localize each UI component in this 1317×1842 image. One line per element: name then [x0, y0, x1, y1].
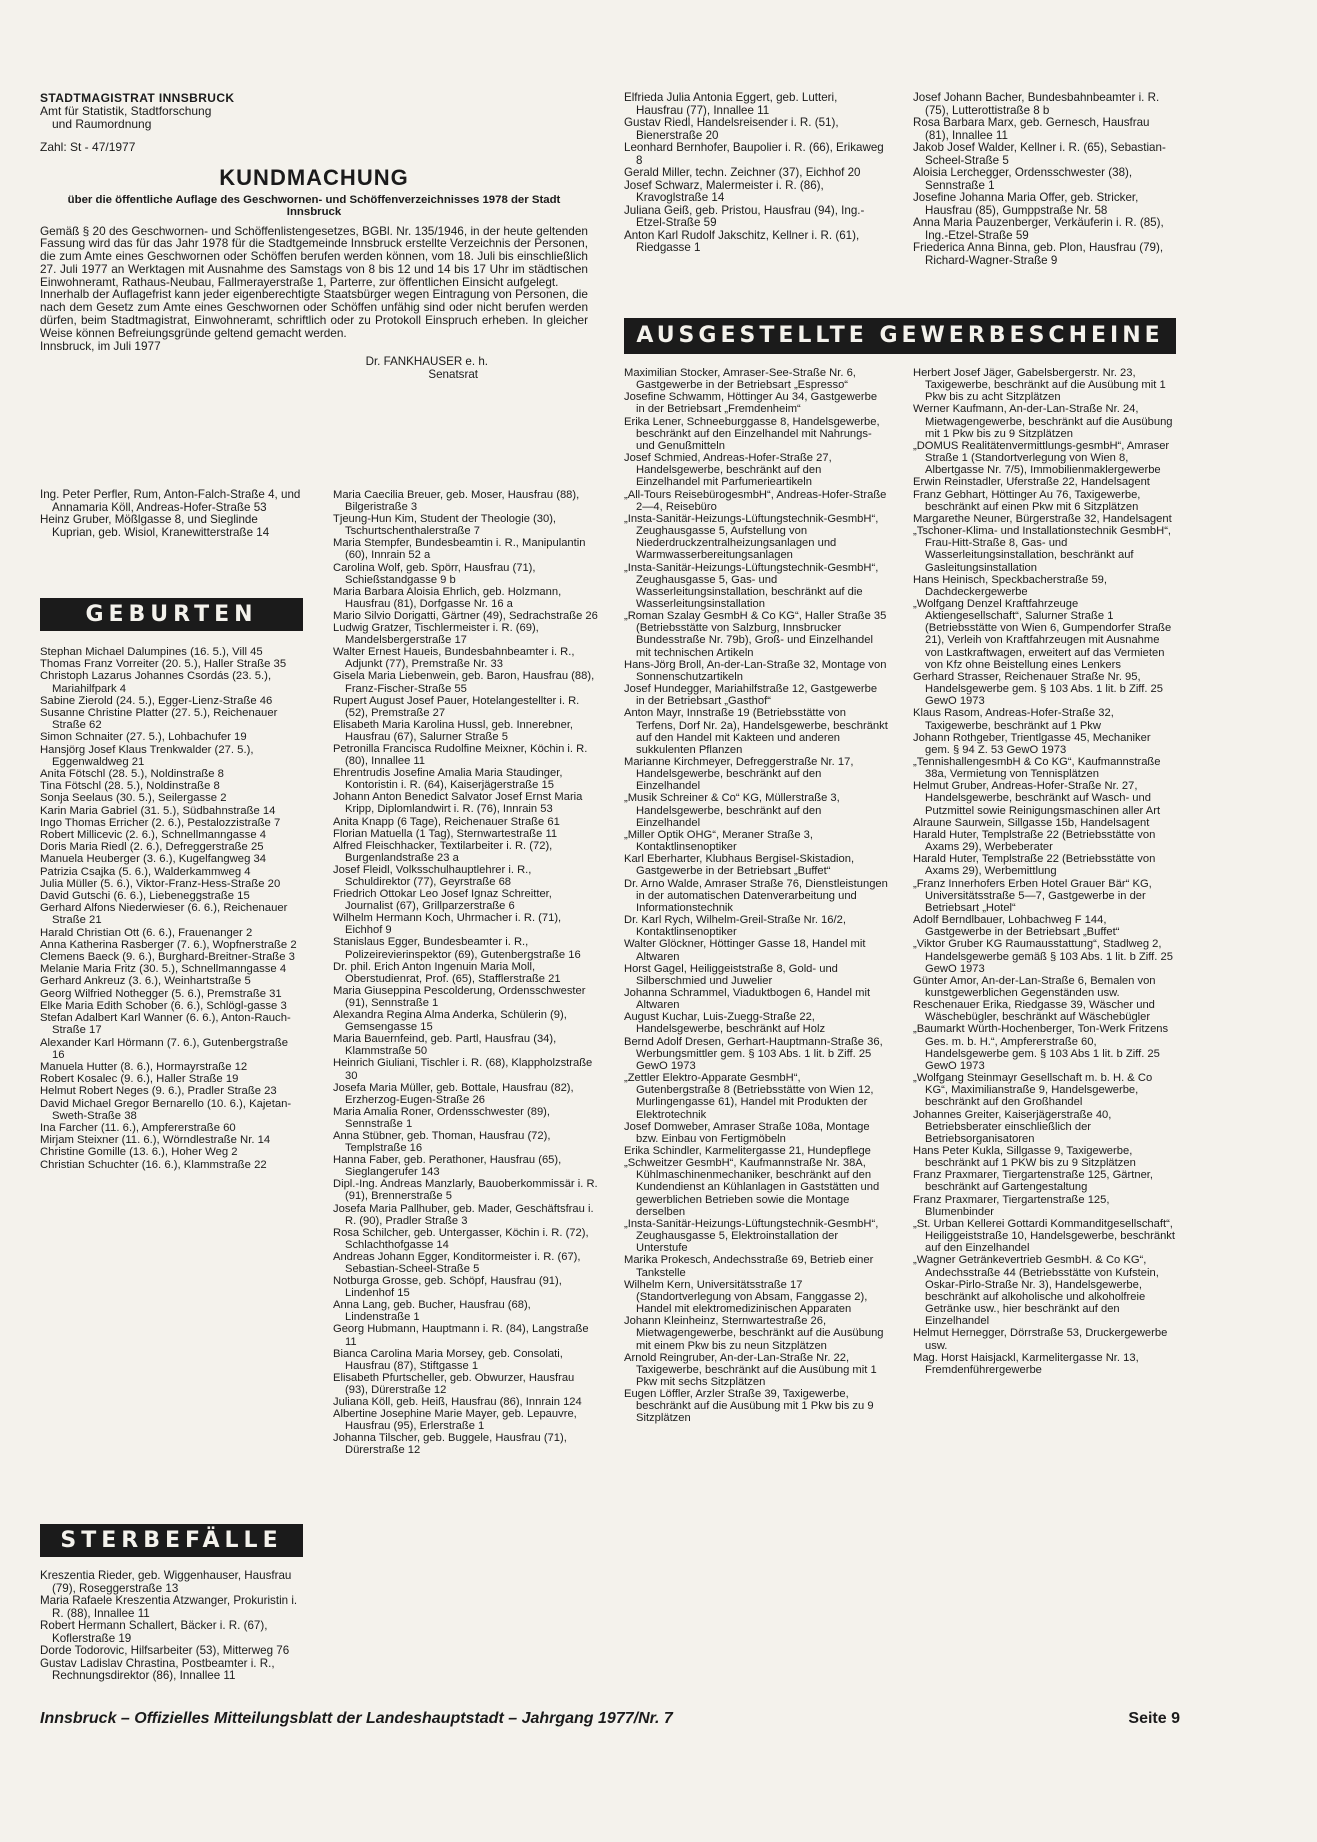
marriage-entry: Ing. Peter Perfler, Rum, Anton-Falch-Straße 4, und Annamaria Köll, Andreas-Hofer-Straße 53	[40, 488, 301, 514]
marriages-list	[40, 489, 303, 539]
geburten-banner	[40, 598, 303, 631]
death-entry: Elfrieda Julia Antonia Eggert, geb. Lutteri, Hausfrau (77), Innallee 11	[624, 91, 838, 117]
trade-licence-entry: „Tschoner-Klima- und Installationstechnik GesmbH“, Frau-Hitt-Straße 8, Gas- und Wasserleitungsinstallation, beschränkt auf Gasleitungsinstallation	[913, 525, 1172, 574]
trade-licence-entry: Bernd Adolf Dresen, Gerhart-Hauptmann-Straße 36, Werbungsmittler gem. § 103 Abs. 1 lit. b Ziff. 25 GewO 1973	[624, 1035, 883, 1072]
sterbefaelle-banner	[40, 1524, 303, 1557]
death-entry: Florian Matuella (1 Tag), Sternwartestraße 11	[333, 827, 558, 840]
death-entry: Anita Knapp (6 Tage), Reichenauer Straße 61	[333, 815, 560, 828]
trade-licence-entry: Karl Eberharter, Klubhaus Bergisel-Skistadion, Gastgewerbe in der Betriebsart „Buffet“	[624, 853, 855, 878]
death-entry: Johanna Tilscher, geb. Buggele, Hausfrau (71), Dürerstraße 12	[333, 1432, 567, 1457]
trade-licence-entry: „Wolfgang Steinmayr Gesellschaft m. b. H. & Co KG“, Maximilianstraße 9, Handelsgewerbe, beschränkt auf den Großhandel	[913, 1072, 1153, 1109]
sterbefaelle-list-continued-4	[913, 92, 1176, 267]
birth-entry: Manuela Hutter (8. 6.), Hormayrstraße 12	[40, 1060, 248, 1073]
notice-block	[40, 92, 588, 381]
trade-licence-entry: Klaus Rasom, Andreas-Hofer-Straße 32, Taxigewerbe, beschränkt auf 1 Pkw	[913, 707, 1114, 732]
trade-licence-entry: Johannes Greiter, Kaiserjägerstraße 40, Betriebsberater einschließlich der Betriebsorganisatoren	[913, 1108, 1112, 1145]
trade-licence-entry: Adolf Berndlbauer, Lohbachweg F 144, Gastgewerbe in der Betriebsart „Buffet“	[913, 914, 1120, 939]
page-footer	[40, 1709, 1180, 1729]
death-entry: Anna Stübner, geb. Thoman, Hausfrau (72), Templstraße 16	[333, 1129, 551, 1155]
death-entry: Dr. phil. Erich Anton Ingenuin Maria Moll, Oberstudienrat, Prof. (65), Stafflerstraße 21	[333, 960, 561, 985]
death-entry: Juliana Köll, geb. Heiß, Hausfrau (86), Innrain 124	[333, 1396, 582, 1409]
death-entry: Josef Fleidl, Volksschulhauptlehrer i. R., Schuldirektor (77), Geyrstraße 68	[333, 863, 532, 888]
death-entry: Wilhelm Hermann Koch, Uhrmacher i. R. (71), Eichhof 9	[333, 912, 562, 937]
trade-licence-entry: „Wolfgang Denzel Kraftfahrzeuge Aktiengesellschaft“, Salurner Straße 1 (Betriebsstätte von Wien 6, Gumpendorfer Straße 21), Verleih von Kraftfahrzeugen mit Ausnahme von Lastkraftwagen, erweitert auf das Vermieten von Kfz ohne Beistellung eines Lenkers	[913, 597, 1172, 671]
birth-entry: Patrizia Csajka (5. 6.), Walderkammweg 4	[40, 865, 251, 878]
death-entry: Johann Anton Benedict Salvator Josef Ernst Maria Kripp, Diplomlandwirt i. R. (76), Innrain 53	[333, 791, 583, 816]
trade-licence-entry: Marika Prokesch, Andechsstraße 69, Betrieb einer Tankstelle	[624, 1254, 874, 1279]
birth-entry: Simon Schnaiter (27. 5.), Lohbachufer 19	[40, 731, 247, 744]
birth-entry: Sabine Zierold (24. 5.), Egger-Lienz-Straße 46	[40, 694, 273, 707]
birth-entry: Christian Schuchter (16. 6.), Klammstraße 22	[40, 1158, 267, 1171]
death-entry: Bianca Carolina Maria Morsey, geb. Consolati, Hausfrau (87), Stiftgasse 1	[333, 1347, 563, 1372]
gewerbe-right-list	[913, 367, 1176, 1376]
death-entry: Petronilla Francisca Rudolfine Meixner, Köchin i. R. (80), Innallee 11	[333, 742, 588, 768]
column-2	[333, 489, 598, 1457]
death-entry: Maria Amalia Roner, Ordensschwester (89), Sennstraße 1	[333, 1105, 550, 1130]
trade-licence-entry: Dr. Arno Walde, Amraser Straße 76, Dienstleistungen in der automatischen Datenverarbeitung und Informationstechnik	[624, 877, 888, 914]
death-entry: Anna Maria Pauzenberger, Verkäuferin i. R. (85), Ing.-Etzel-Straße 59	[913, 216, 1164, 242]
gewerbe-left-list	[624, 367, 888, 1425]
trade-licence-entry: Josef Hundegger, Mariahilfstraße 12, Gastgewerbe in der Betriebsart „Gasthof“	[624, 683, 878, 708]
column-3-top	[624, 92, 887, 255]
death-entry: Maria Stempfer, Bundesbeamtin i. R., Manipulantin (60), Innrain 52 a	[333, 537, 586, 562]
death-entry: Mario Silvio Dorigatti, Gärtner (49), Sedrachstraße 26	[333, 609, 598, 622]
birth-entry: Elke Maria Edith Schober (6. 6.), Schlögl-gasse 3	[40, 999, 287, 1012]
trade-licence-entry: Josef Schmied, Andreas-Hofer-Straße 27, Handelsgewerbe, beschränkt auf den Einzelhandel mit Parfumerieartikeln	[624, 452, 832, 489]
column-1	[40, 489, 303, 539]
trade-licence-entry: „Viktor Gruber KG Raumausstattung“, Stadlweg 2, Handelsgewerbe gemäß § 103 Abs. 1 lit. b Ziff. 25 GewO 1973	[913, 938, 1173, 975]
death-entry: Friederica Anna Binna, geb. Plon, Hausfrau (79), Richard-Wagner-Straße 9	[913, 241, 1164, 267]
death-entry: Tjeung-Hun Kim, Student der Theologie (30), Tschurtschenthalerstraße 7	[333, 513, 557, 538]
trade-licence-entry: Wilhelm Kern, Universitätsstraße 17 (Standortverlegung von Absam, Fanggasse 2), Handel mit elektromedizinischen Apparaten	[624, 1278, 868, 1316]
trade-licence-entry: Hans Peter Kukla, Sillgasse 9, Taxigewerbe, beschränkt auf 1 PKW bis zu 9 Sitzplätzen	[913, 1145, 1136, 1170]
gewerbe-left-column	[624, 367, 888, 1425]
trade-licence-entry: Werner Kaufmann, An-der-Lan-Straße Nr. 24, Mietwagengewerbe, beschränkt auf die Ausübung mit 1 Pkw bis zu 9 Sitzplätzen	[913, 403, 1173, 440]
trade-licence-entry: Anton Mayr, Innstraße 19 (Betriebsstätte von Terfens, Dorf Nr. 2a), Handelsgewerbe, beschränkt auf den Handel mit Kakteen und anderen sukkulenten Pflanzen	[624, 707, 888, 756]
trade-licence-entry: „Franz Innerhofers Erben Hotel Grauer Bär“ KG, Universitätsstraße 5—7, Gastgewerbe in der Betriebsart „Hotel“	[913, 877, 1152, 914]
trade-licence-entry: Gerhard Strasser, Reichenauer Straße Nr. 95, Handelsgewerbe gem. § 103 Abs. 1 lit. b Ziff. 25 GewO 1973	[913, 670, 1163, 708]
death-entry: Carolina Wolf, geb. Spörr, Hausfrau (71), Schießstandgasse 9 b	[333, 561, 536, 586]
birth-entry: Mirjam Steixner (11. 6.), Wörndlestraße Nr. 14	[40, 1134, 271, 1147]
birth-entry: Tina Fötschl (28. 5.), Noldinstraße 8	[40, 780, 220, 793]
death-entry: Gisela Maria Liebenwein, geb. Baron, Hausfrau (88), Franz-Fischer-Straße 55	[333, 670, 595, 695]
trade-licence-entry: Walter Glöckner, Höttinger Gasse 18, Handel mit Altwaren	[624, 938, 866, 963]
death-entry: Leonhard Bernhofer, Baupolier i. R. (66), Erikaweg 8	[624, 141, 884, 167]
office-department: Amt für Statistik, Stadtforschung	[40, 104, 212, 118]
sterbefaelle-list-continued	[333, 489, 598, 1457]
birth-entry: Stefan Adalbert Karl Wanner (6. 6.), Anton-Rauch-Straße 17	[40, 1012, 291, 1037]
death-entry: Heinrich Giuliani, Tischler i. R. (68), Klappholzstraße 30	[333, 1057, 593, 1082]
trade-licence-entry: Erika Lener, Schneeburggasse 8, Handelsgewerbe, beschränkt auf den Einzelhandel mit Nahrungs- und Genußmitteln	[624, 415, 880, 452]
trade-licence-entry: Horst Gagel, Heiliggeiststraße 8, Gold- und Silberschmied und Juwelier	[624, 962, 838, 987]
birth-entry: Christoph Lazarus Johannes Csordás (23. 5.), Mariahilfpark 4	[40, 670, 272, 695]
birth-entry: Harald Christian Ott (6. 6.), Frauenanger 2	[40, 926, 253, 939]
notice-body	[40, 225, 588, 353]
death-entry: Ludwig Gratzer, Tischlermeister i. R. (69), Mandelsbergerstraße 17	[333, 622, 539, 647]
death-entry: Ehrentrudis Josefine Amalia Maria Staudinger, Kontoristin i. R. (64), Kaiserjägerstraße 15	[333, 767, 563, 792]
column-4-top	[913, 92, 1176, 267]
death-entry: Georg Hubmann, Hauptmann i. R. (84), Langstraße 11	[333, 1323, 589, 1348]
birth-entry: Doris Maria Riedl (2. 6.), Defreggerstraße 25	[40, 841, 264, 854]
office-department-2: und Raumordnung	[52, 117, 152, 131]
death-entry: Notburga Grosse, geb. Schöpf, Hausfrau (91), Lindenhof 15	[333, 1275, 562, 1300]
death-entry: Josefa Maria Müller, geb. Bottale, Hausfrau (82), Erzherzog-Eugen-Straße 26	[333, 1081, 574, 1106]
death-entry: Maria Caecilia Breuer, geb. Moser, Hausfrau (88), Bilgeristraße 3	[333, 489, 580, 514]
signature-title: Senatsrat	[428, 367, 478, 381]
geburten-list	[40, 646, 303, 1171]
trade-licence-entry: „Musik Schreiner & Co“ KG, Müllerstraße 3, Handelsgewerbe, beschränkt auf den Einzelhandel	[624, 792, 840, 829]
trade-licence-entry: „St. Urban Kellerei Gottardi Kommanditgesellschaft“, Heiliggeiststraße 10, Handelsgewerbe, beschränkt auf den Einzelhandel	[913, 1217, 1175, 1255]
reference-number: Zahl: St - 47/1977	[40, 140, 136, 154]
birth-entry: Robert Millicevic (2. 6.), Schnellmanngasse 4	[40, 829, 267, 842]
trade-licence-entry: „Insta-Sanitär-Heizungs-Lüftungstechnik-GesmbH“, Zeughausgasse 5, Aufstellung von Niederdruckzentralheizungsanlagen und Warmwasserbereitungsanlagen	[624, 512, 879, 562]
birth-entry: Thomas Franz Vorreiter (20. 5.), Haller Straße 35	[40, 658, 287, 671]
birth-entry: Gerhard Ankreuz (3. 6.), Weinhartstraße 5	[40, 975, 251, 988]
trade-licence-entry: Franz Gebhart, Höttinger Au 76, Taxigewerbe, beschränkt auf einen Pkw mit 6 Sitzplätzen	[913, 488, 1141, 513]
birth-entry: Alexander Karl Hörmann (7. 6.), Gutenbergstraße 16	[40, 1036, 289, 1061]
death-entry: Hanna Faber, geb. Perathoner, Hausfrau (65), Sieglangerufer 143	[333, 1154, 562, 1179]
trade-licence-entry: Hans Heinisch, Speckbacherstraße 59, Dachdeckergewerbe	[913, 573, 1108, 598]
geburten-section	[40, 646, 303, 1171]
gewerbe-title: AUSGESTELLTE GEWERBESCHEINE	[636, 323, 1164, 348]
signature-name: Dr. FANKHAUSER e. h.	[365, 355, 488, 369]
birth-entry: Anna Katherina Rasberger (7. 6.), Wopfnerstraße 2	[40, 938, 297, 951]
trade-licence-entry: Margarethe Neuner, Bürgerstraße 32, Handelsagent	[913, 512, 1172, 525]
death-entry: Walter Ernest Haueis, Bundesbahnbeamter i. R., Adjunkt (77), Premstraße Nr. 33	[333, 646, 575, 671]
trade-licence-entry: Harald Huter, Templstraße 22 (Betriebsstätte von Axams 29), Werbemittlung	[913, 853, 1156, 878]
notice-place-date: Innsbruck, im Juli 1977	[40, 338, 161, 353]
trade-licence-entry: Franz Praxmarer, Tiergartenstraße 125, Gärtner, beschränkt auf Gartengestaltung	[913, 1169, 1154, 1194]
death-entry: Alfred Fleischhacker, Textilarbeiter i. R. (72), Burgenlandstraße 23 a	[333, 839, 553, 864]
death-entry: Juliana Geiß, geb. Pristou, Hausfrau (94), Ing.-Etzel-Straße 59	[624, 203, 865, 229]
gewerbe-banner	[624, 318, 1176, 354]
trade-licence-entry: „Roman Szalay GesmbH & Co KG“, Haller Straße 35 (Betriebsstätte von Salzburg, Innsbrucker Bundesstraße Nr. 79b), Groß- und Einzelhandel mit technischen Artikeln	[624, 610, 887, 659]
birth-entry: Anita Fötschl (28. 5.), Noldinstraße 8	[40, 768, 224, 781]
trade-licence-entry: Alraune Saurwein, Sillgasse 15b, Handelsagent	[913, 816, 1150, 829]
birth-entry: Manuela Heuberger (3. 6.), Kugelfangweg 34	[40, 853, 267, 866]
trade-licence-entry: Hans-Jörg Broll, An-der-Lan-Straße 32, Montage von Sonnenschutzartikeln	[624, 658, 887, 683]
trade-licence-entry: „All-Tours ReisebürogesmbH“, Andreas-Hofer-Straße 2—4, Reisebüro	[624, 488, 887, 513]
birth-entry: Helmut Robert Neges (9. 6.), Pradler Straße 23	[40, 1085, 277, 1098]
geburten-title: GEBURTEN	[85, 602, 258, 627]
trade-licence-entry: Harald Huter, Templstraße 22 (Betriebsstätte von Axams 29), Werbeberater	[913, 828, 1156, 854]
gewerbe-right-column	[913, 367, 1176, 1376]
trade-licence-entry: Helmut Hernegger, Dörrstraße 53, Druckergewerbe usw.	[913, 1327, 1168, 1352]
death-entry: Albertine Josephine Marie Mayer, geb. Lepauvre, Hausfrau (95), Erlerstraße 1	[333, 1408, 577, 1433]
death-entry: Anton Karl Rudolf Jakschitz, Kellner i. R. (61), Riedgasse 1	[624, 228, 860, 254]
death-entry: Rosa Schilcher, geb. Untergasser, Köchin i. R. (72), Schlachthofgasse 14	[333, 1226, 589, 1251]
death-entry: Jakob Josef Walder, Kellner i. R. (65), Sebastian-Scheel-Straße 5	[913, 141, 1166, 167]
death-entry: Gerald Miller, techn. Zeichner (37), Eichhof 20	[624, 166, 861, 179]
trade-licence-entry: „Insta-Sanitär-Heizungs-Lüftungstechnik-GesmbH“, Zeughausgasse 5, Elektroinstallation der Unterstufe	[624, 1217, 879, 1255]
birth-entry: Julia Müller (5. 6.), Viktor-Franz-Hess-Straße 20	[40, 877, 281, 890]
sterbefaelle-list-continued-3	[624, 92, 887, 255]
trade-licence-entry: Franz Praxmarer, Tiergartenstraße 125, Blumenbinder	[913, 1193, 1110, 1218]
trade-licence-entry: „TennishallengesmbH & Co KG“, Kaufmannstraße 38a, Vermietung von Tennisplätzen	[913, 756, 1161, 781]
trade-licence-entry: Günter Amor, An-der-Lan-Straße 6, Bemalen von kunstgewerblichen Gegenständen usw.	[913, 974, 1156, 999]
trade-licence-entry: August Kuchar, Luis-Zuegg-Straße 22, Handelsgewerbe, beschränkt auf Holz	[624, 1011, 826, 1036]
trade-licence-entry: „Baumarkt Würth-Hochenberger, Ton-Werk Fritzens Ges. m. b. H.“, Ampfererstraße 60, Handelsgewerbe gem. § 103 Abs 1 lit. b Ziff. 25 GewO 1973	[913, 1023, 1169, 1072]
birth-entry: Clemens Baeck (9. 6.), Burghard-Breitner-Straße 3	[40, 951, 295, 964]
footer-publication: Innsbruck – Offizielles Mitteilungsblatt der Landeshauptstadt – Jahrgang 1977/Nr. 7	[40, 1710, 673, 1727]
trade-licence-entry: Josefine Schwamm, Höttinger Au 34, Gastgewerbe in der Betriebsart „Fremdenheim“	[624, 391, 878, 416]
birth-entry: Christine Gomille (13. 6.), Hoher Weg 2	[40, 1146, 238, 1159]
birth-entry: David Michael Gregor Bernarello (10. 6.), Kajetan-Sweth-Straße 38	[40, 1097, 292, 1122]
death-entry: Elisabeth Maria Karolina Hussl, geb. Innerebner, Hausfrau (67), Salurner Straße 5	[333, 718, 574, 743]
trade-licence-entry: Johann Rothgeber, Trientlgasse 45, Mechaniker gem. § 94 Z. 53 GewO 1973	[913, 731, 1151, 756]
birth-entry: Hansjörg Josef Klaus Trenkwalder (27. 5.), Eggenwaldweg 21	[40, 743, 254, 768]
death-entry: Dipl.-Ing. Andreas Manzlarly, Bauoberkommissär i. R. (91), Brennerstraße 5	[333, 1178, 598, 1203]
birth-entry: Stephan Michael Dalumpines (16. 5.), Vill 45	[40, 646, 263, 658]
birth-entry: Ingo Thomas Erricher (2. 6.), Pestalozzistraße 7	[40, 816, 281, 829]
trade-licence-entry: Herbert Josef Jäger, Gabelsbergerstr. Nr. 23, Taxigewerbe, beschränkt auf die Ausübung mit 1 Pkw bis zu acht Sitzplätzen	[913, 367, 1166, 404]
death-entry: Stanislaus Egger, Bundesbeamter i. R., Polizeirevierinspektor (69), Gutenbergstraße 16	[333, 936, 581, 961]
birth-entry: Georg Wilfried Nothegger (5. 6.), Premstraße 31	[40, 987, 282, 1000]
death-entry: Anna Lang, geb. Bucher, Hausfrau (68), Lindenstraße 1	[333, 1299, 531, 1324]
marriage-entry: Heinz Gruber, Mößlgasse 8, und Sieglinde Kuprian, geb. Wisiol, Kranewitterstraße 14	[40, 513, 270, 539]
birth-entry: Robert Kosalec (9. 6.), Haller Straße 19	[40, 1073, 239, 1086]
sterbefaelle-list	[40, 1570, 303, 1683]
trade-licence-entry: Arnold Reingruber, An-der-Lan-Straße Nr. 22, Taxigewerbe, beschränkt auf die Ausübung mit 1 Pkw mit sechs Sitzplätzen	[624, 1351, 877, 1388]
trade-licence-entry: Erika Schindler, Karmelitergasse 21, Hundepflege	[624, 1145, 871, 1157]
signature	[40, 356, 588, 381]
death-entry: Maria Barbara Aloisia Ehrlich, geb. Holzmann, Hausfrau (81), Dorfgasse Nr. 16 a	[333, 585, 562, 610]
trade-licence-entry: Helmut Gruber, Andreas-Hofer-Straße Nr. 27, Handelsgewerbe, beschränkt auf Wasch- und Putzmittel sowie Reinigungsmaschinen aller Art	[913, 780, 1161, 817]
trade-licence-entry: Eugen Löffler, Arzler Straße 39, Taxigewerbe, beschränkt auf die Ausübung mit 1 Pkw bis zu 9 Sitzplätzen	[624, 1388, 874, 1425]
birth-entry: Gerhard Alfons Niederwieser (6. 6.), Reichenauer Straße 21	[40, 902, 288, 927]
death-entry: Gustav Ladislav Chrastina, Postbeamter i. R., Rechnungsdirektor (86), Innallee 11	[40, 1656, 275, 1682]
death-entry: Andreas Johann Egger, Konditormeister i. R. (67), Sebastian-Scheel-Straße 5	[333, 1250, 581, 1275]
trade-licence-entry: Dr. Karl Rych, Wilhelm-Greil-Straße Nr. 16/2, Kontaktlinsenoptiker	[624, 914, 846, 939]
notice-title: KUNDMACHUNG	[219, 164, 409, 190]
death-entry: Alexandra Regina Alma Anderka, Schülerin (9), Gemsengasse 15	[333, 1009, 567, 1034]
trade-licence-entry: Mag. Horst Haisjackl, Karmelitergasse Nr. 13, Fremdenführergewerbe	[913, 1351, 1139, 1376]
birth-entry: Melanie Maria Fritz (30. 5.), Schnellmanngasse 4	[40, 963, 287, 976]
office-header	[40, 92, 588, 131]
trade-licence-entry: Erwin Reinstadler, Uferstraße 22, Handelsagent	[913, 476, 1150, 489]
birth-entry: Sonja Seelaus (30. 5.), Seilergasse 2	[40, 792, 227, 805]
trade-licence-entry: Marianne Kirchmeyer, Defreggerstraße Nr. 17, Handelsgewerbe, beschränkt auf den Einzelhandel	[624, 756, 854, 793]
birth-entry: Susanne Christine Platter (27. 5.), Reichenauer Straße 62	[40, 707, 278, 732]
death-entry: Gustav Riedl, Handelsreisender i. R. (51), Bienerstraße 20	[624, 116, 839, 142]
notice-paragraph: Innerhalb der Auflagefrist kann jeder eigenberechtigte Staatsbürger wegen Eintragung von Personen, die nach dem Gesetz zum Amte eines Geschwornen oder Schöffen unfähig sind oder nicht berufen werden dürfen, beim Stadtmagistrat, Einwohneramt, schriftlich oder zu Protokoll Einspruch erheben. In gleicher Weise können Befreiungsgründe geltend gemacht werden.	[40, 287, 588, 340]
trade-licence-entry: „Wagner Getränkevertrieb GesmbH. & Co KG“, Andechsstraße 44 (Betriebsstätte von Kufstein, Oskar-Pirlo-Straße Nr. 3), Handelsgewerbe, beschränkt auf alkoholische und alkoholfreie Getränke usw., hier beschränkt auf den Einzelhandel	[913, 1254, 1159, 1328]
death-entry: Friedrich Ottokar Leo Josef Ignaz Schreitter, Journalist (67), Grillparzerstraße 6	[333, 888, 552, 913]
trade-licence-entry: „Miller Optik OHG“, Meraner Straße 3, Kontaktlinsenoptiker	[624, 828, 813, 854]
trade-licence-entry: Johann Kleinheinz, Sternwartestraße 26, Mietwagengewerbe, beschränkt auf die Ausübung mit einem Pkw bis zu neun Sitzplätzen	[624, 1315, 884, 1352]
notice-subtitle: über die öffentliche Auflage des Geschwornen- und Schöffenverzeichnisses 1978 der Stadt Innsbruck	[67, 193, 561, 218]
sterbefaelle-title: STERBEFÄLLE	[60, 1528, 283, 1553]
death-entry: Josef Johann Bacher, Bundesbahnbeamter i. R. (75), Lutterottistraße 8 b	[913, 91, 1160, 117]
birth-entry: Ina Farcher (11. 6.), Ampfererstraße 60	[40, 1121, 236, 1134]
death-entry: Elisabeth Pfurtscheller, geb. Obwurzer, Hausfrau (93), Dürerstraße 12	[333, 1371, 575, 1396]
death-entry: Josefine Johanna Maria Offer, geb. Stricker, Hausfrau (85), Gumppstraße Nr. 58	[913, 191, 1139, 217]
death-entry: Aloisia Lerchegger, Ordensschwester (38), Sennstraße 1	[913, 166, 1133, 192]
death-entry: Maria Giuseppina Pescolderung, Ordensschwester (91), Sennstraße 1	[333, 984, 586, 1009]
death-entry: Josefa Maria Pallhuber, geb. Mader, Geschäftsfrau i. R. (90), Pradler Straße 3	[333, 1202, 594, 1227]
birth-entry: Karin Maria Gabriel (31. 5.), Südbahnstraße 14	[40, 804, 276, 817]
page-number: Seite 9	[1128, 1710, 1180, 1727]
birth-entry: David Gutschi (6. 6.), Liebeneggstraße 15	[40, 890, 250, 903]
death-entry: Robert Hermann Schallert, Bäcker i. R. (67), Koflerstraße 19	[40, 1619, 268, 1645]
office-name: STADTMAGISTRAT INNSBRUCK	[40, 91, 235, 105]
death-entry: Maria Bauernfeind, geb. Partl, Hausfrau (34), Klammstraße 50	[333, 1033, 557, 1058]
trade-licence-entry: Reschenauer Erika, Riedgasse 39, Wäscher und Wäschebügler, beschränkt auf Wäschebügler	[913, 999, 1155, 1024]
trade-licence-entry: „Schweitzer GesmbH“, Kaufmannstraße Nr. 38A, Kühlmaschinenmechaniker, beschränkt auf den Kundendienst an Kühlanlagen in Gaststätten und gewerblichen Betrieben sowie die Montage derselben	[624, 1157, 880, 1218]
death-entry: Maria Rafaele Kreszentia Atzwanger, Prokuristin i. R. (88), Innallee 11	[40, 1594, 298, 1620]
death-entry: Dorde Todorovic, Hilfsarbeiter (53), Mitterweg 76	[40, 1644, 290, 1657]
trade-licence-entry: Johanna Schrammel, Viaduktbogen 6, Handel mit Altwaren	[624, 986, 871, 1012]
notice-paragraph: Gemäß § 20 des Geschwornen- und Schöffenlistengesetzes, BGBl. Nr. 135/1946, in der heute geltenden Fassung wird das für das Jahr 1978 für die Stadtgemeinde Innsbruck erstellte Verzeichnis der Personen, die zum Amte eines Geschwornen oder Schöffen berufen werden können, vom 18. Juli bis einschließlich 27. Juli 1977 an Werktagen mit Ausnahme des Samstags von 8 bis 12 und 14 bis 17 Uhr im städtischen Einwohneramt, Rathaus-Neubau, Fallmerayerstraße 1, Parterre, zur öffentlichen Einsicht aufgelegt.	[40, 223, 588, 289]
trade-licence-entry: „Insta-Sanitär-Heizungs-Lüftungstechnik-GesmbH“, Zeughausgasse 5, Gas- und Wasserleitungsinstallation, beschränkt auf die Wasserleitungsinstallation	[624, 561, 879, 610]
trade-licence-entry: „DOMUS Realitätenvermittlungs-gesmbH“, Amraser Straße 1 (Standortverlegung von Wien 8, Albertgasse Nr. 7/5), Immobilienmaklergewerbe	[913, 439, 1170, 477]
death-entry: Rosa Barbara Marx, geb. Gernesch, Hausfrau (81), Innallee 11	[913, 116, 1150, 142]
sterbefaelle-section	[40, 1570, 303, 1683]
death-entry: Josef Schwarz, Malermeister i. R. (86), Kravoglstraße 14	[624, 178, 824, 204]
death-entry: Kreszentia Rieder, geb. Wiggenhauser, Hausfrau (79), Roseggerstraße 13	[40, 1569, 292, 1595]
trade-licence-entry: Maximilian Stocker, Amraser-See-Straße Nr. 6, Gastgewerbe in der Betriebsart „Espresso“	[624, 367, 856, 392]
death-entry: Rupert August Josef Pauer, Hotelangestellter i. R. (52), Premstraße 27	[333, 694, 580, 719]
trade-licence-entry: „Zettler Elektro-Apparate GesmbH“, Gutenbergstraße 8 (Betriebsstätte von Wien 12, Murlingengasse 61), Handel mit Produkten der Elektrotechnik	[624, 1072, 874, 1121]
trade-licence-entry: Josef Domweber, Amraser Straße 108a, Montage bzw. Einbau von Fertigmöbeln	[624, 1120, 870, 1145]
